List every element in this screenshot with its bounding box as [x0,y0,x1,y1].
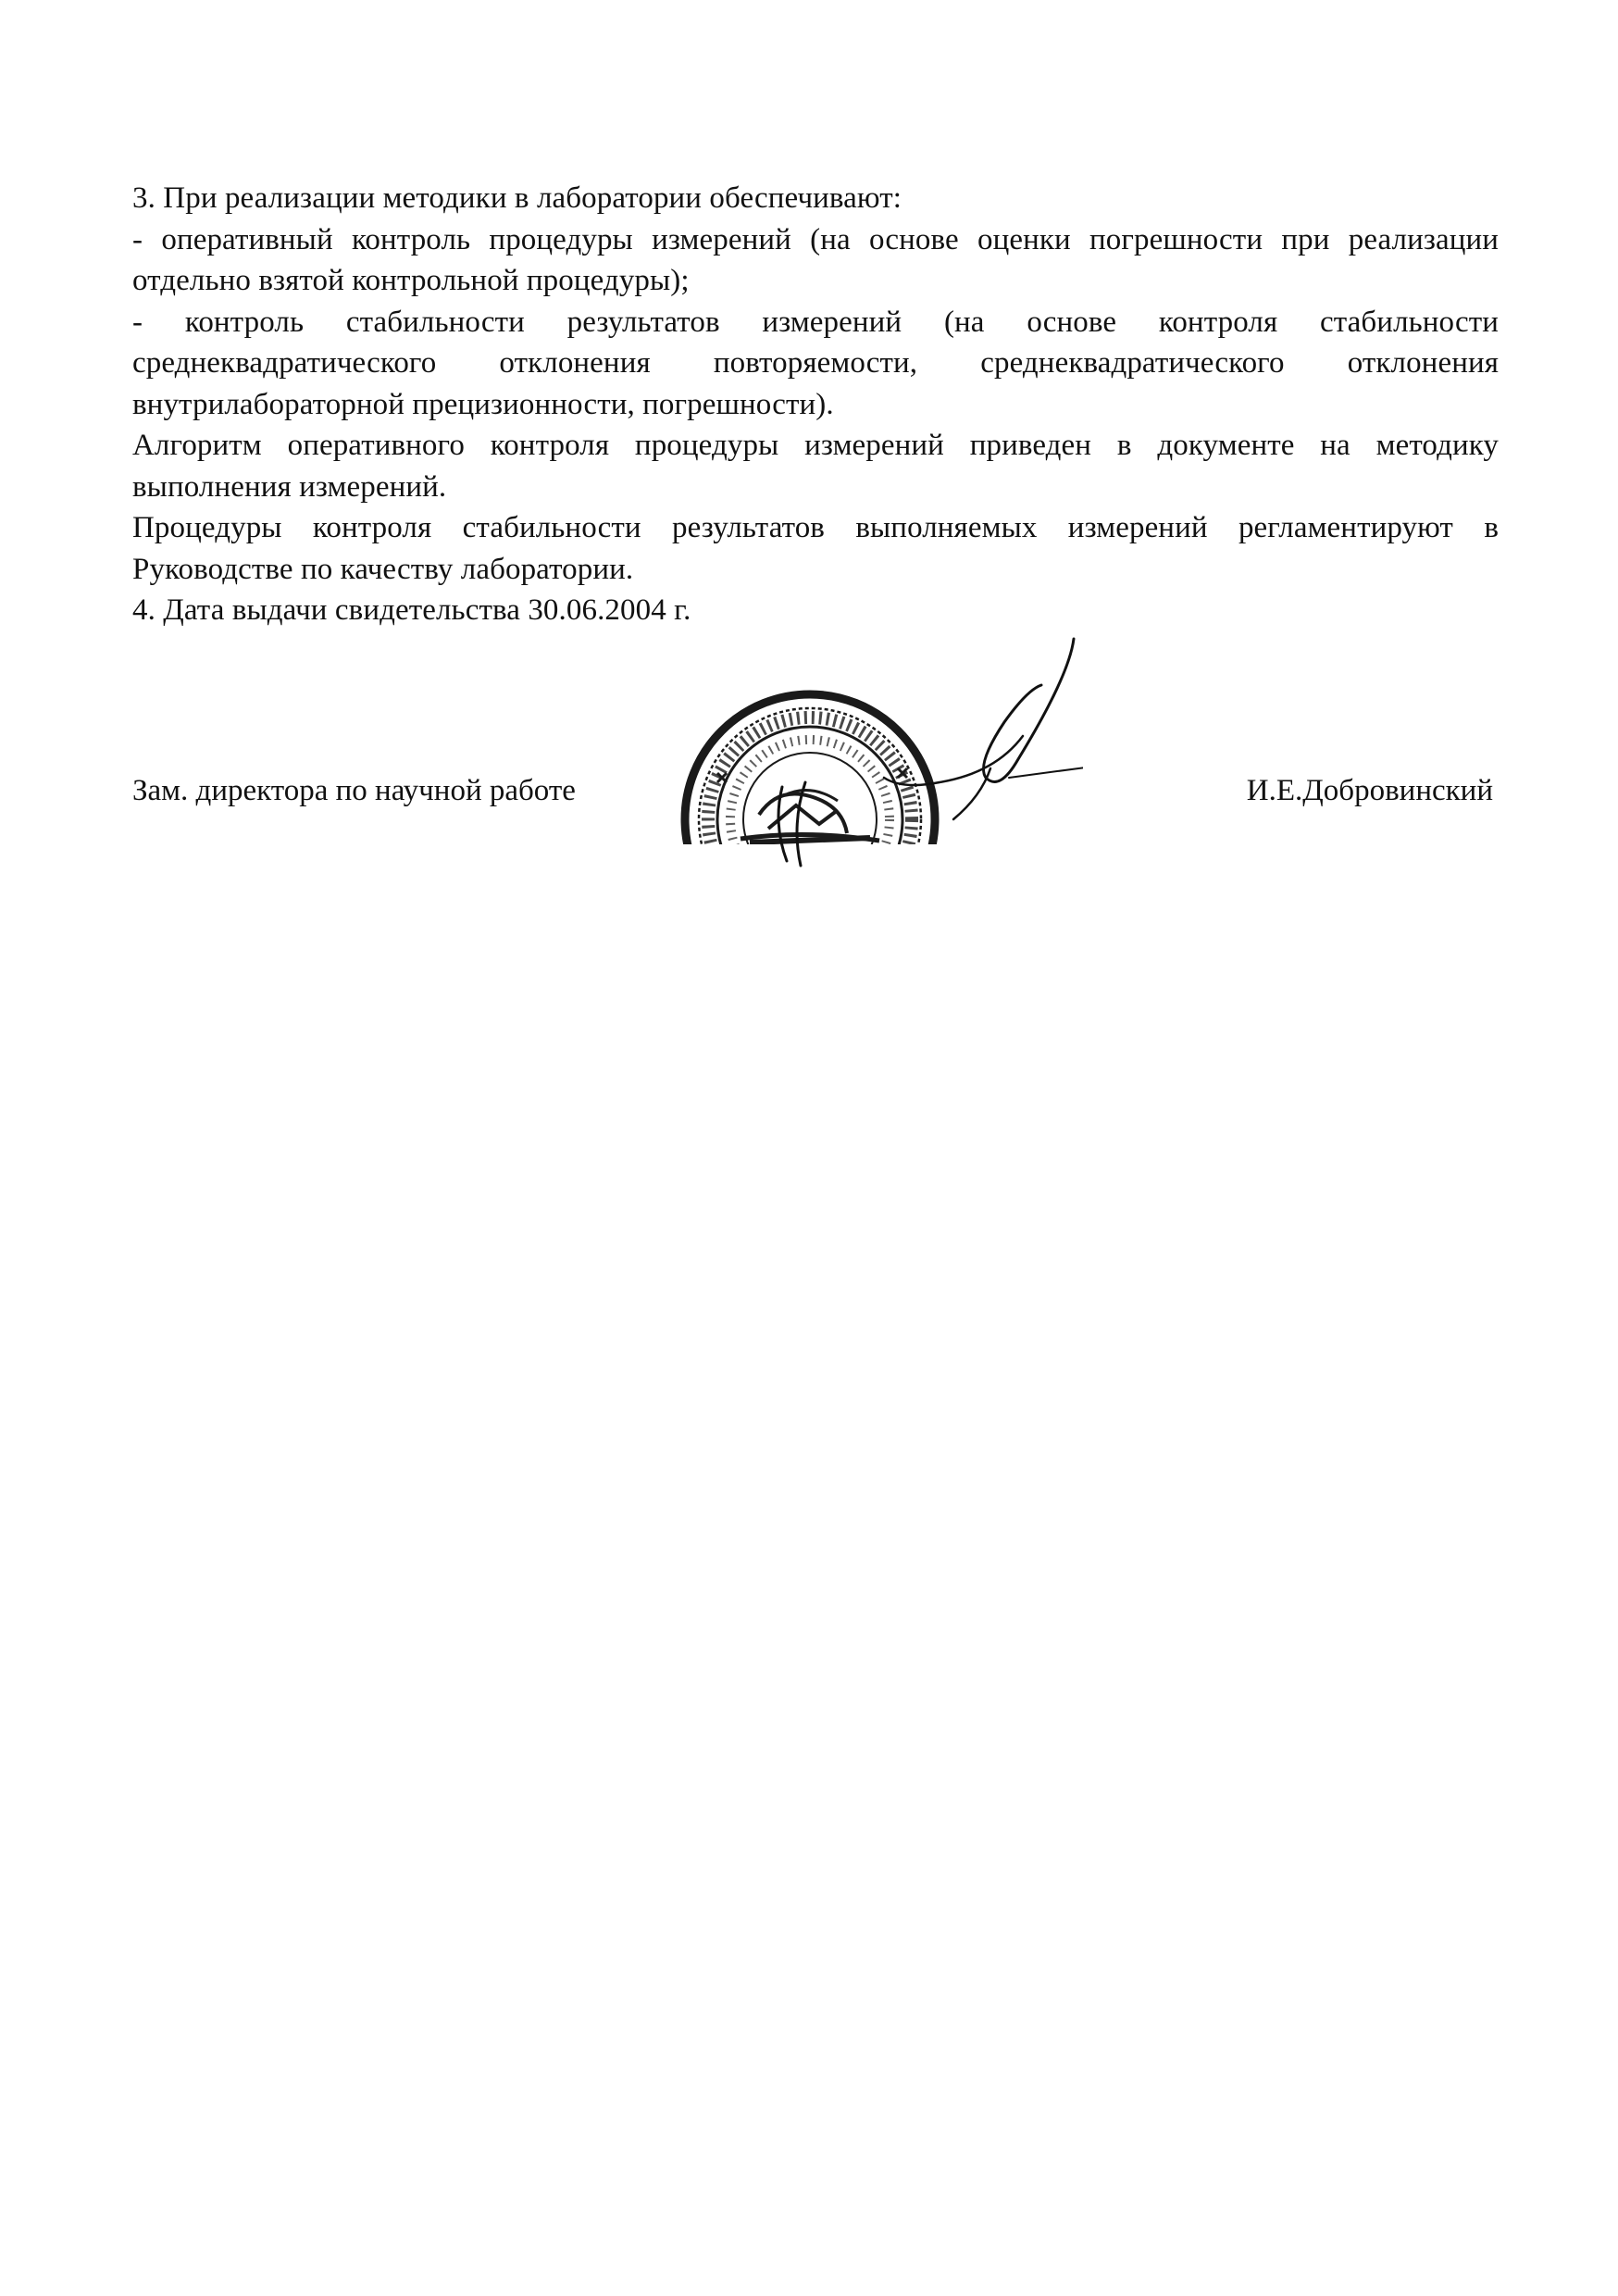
paragraph-issue-date: 4. Дата выдачи свидетельства 30.06.2004 г. [132,593,691,627]
official-stamp-seal [602,630,1083,870]
signatory-name: И.Е.Добровинский [1246,774,1493,807]
paragraph-algorithm: Алгоритм оперативного контроля процедуры измерений приведен в документе на методику выполнения измерений. [132,429,1499,504]
paragraph-operational-control: - оперативный контроль процедуры измерений (на основе оценки погрешности при реализации отдельно взятой контрольной процедуры); [132,222,1499,297]
paragraph-procedures: Процедуры контроля стабильности результатов выполняемых измерений регламентируют в Руководстве по качеству лаборатории. [132,511,1499,586]
signature-row [132,770,1499,817]
paragraph-stability-control: - контроль стабильности результатов измерений (на основе контроля стабильности среднеквадратического отклонения повторяемости, среднеквадратического отклонения внутрилабораторной прецизионности, погрешности). [132,305,1499,421]
paragraph-item-3: 3. При реализации методики в лаборатории обеспечивают: [132,181,902,215]
signatory-title: Зам. директора по научной работе [132,774,576,807]
document-body [132,178,1499,631]
